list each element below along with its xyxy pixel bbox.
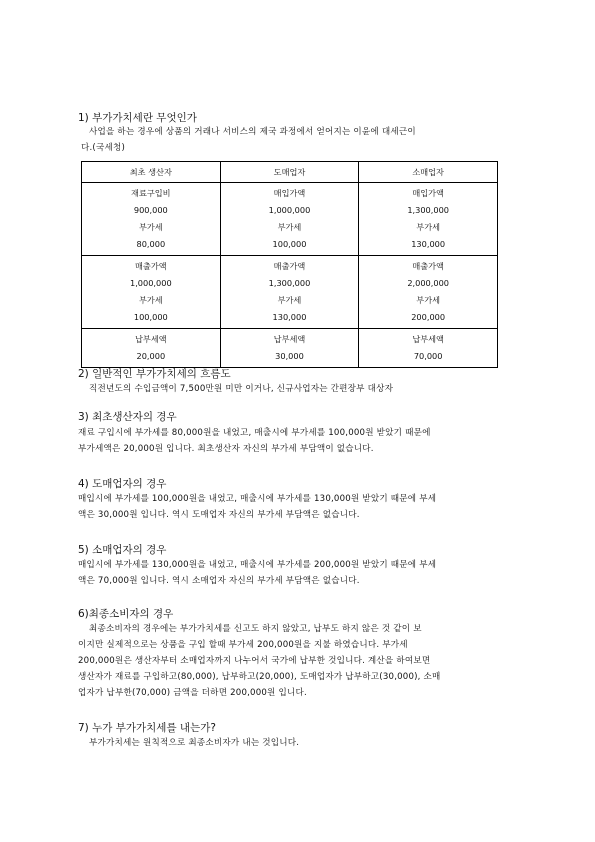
cell-label: 매출가액 — [412, 261, 444, 271]
cell-value: 200,000 — [411, 312, 446, 322]
table-cell — [82, 256, 221, 329]
section-6-heading: 6)최종소비자의 경우 — [78, 608, 174, 620]
cell-value: 70,000 — [413, 351, 443, 361]
table-cell — [82, 329, 221, 368]
cell-value: 1,300,000 — [268, 278, 311, 288]
cell-label: 부가세 — [416, 222, 441, 232]
section-1-line-2: 다.(국세청) — [81, 143, 126, 153]
table-header-cell: 최초 생산자 — [82, 162, 221, 183]
section-7-line-1: 부가가치세는 원칙적으로 최종소비자가 내는 것입니다. — [89, 738, 300, 748]
section-1-line-1: 사업을 하는 경우에 상품의 거래나 서비스의 제국 과정에서 얻어지는 이윤에 대세근이 — [89, 127, 416, 137]
section-4-line-2: 액은 30,000원 입니다. 역시 도매업자 자신의 부가세 부담액은 없습니다. — [78, 510, 360, 520]
vat-table — [81, 161, 498, 368]
cell-value: 80,000 — [136, 239, 166, 249]
section-4-line-1: 매입시에 부가세를 100,000원을 내었고, 매출시에 부가세를 130,000원 받았기 때문에 부세 — [78, 494, 437, 504]
cell-label: 매출가액 — [135, 261, 167, 271]
cell-label: 매출가액 — [273, 261, 306, 271]
table-row — [82, 329, 498, 368]
table-cell — [220, 256, 359, 329]
section-5-heading: 5) 소매업자의 경우 — [78, 544, 167, 556]
table-header-cell: 도매업자 — [220, 162, 359, 183]
cell-value: 900,000 — [133, 205, 168, 215]
section-6-line-2: 이지만 실제적으로는 상품을 구입 할때 부가세 200,000원을 지불 하였습니다. 부가세 — [78, 640, 408, 650]
cell-value: 20,000 — [136, 351, 166, 361]
cell-value: 1,000,000 — [129, 278, 172, 288]
cell-label: 부가세 — [138, 295, 163, 305]
table-header-cell: 소매업자 — [359, 162, 498, 183]
section-6-line-3: 200,000원은 생산자부터 소매업자까지 나누어서 국가에 납부한 것입니다. 계산을 하여보면 — [78, 656, 431, 666]
section-3-line-2: 부가세액은 20,000원 입니다. 최초생산자 자신의 부가세 부담액이 없습니다. — [78, 444, 374, 454]
cell-label: 납부세액 — [412, 334, 444, 344]
table-cell — [359, 256, 498, 329]
cell-value: 1,300,000 — [407, 205, 449, 215]
section-2-line-1: 직전년도의 수입금액이 7,500만원 미만 이거나, 신규사업자는 간편장부 대상자 — [89, 384, 394, 394]
cell-value: 130,000 — [411, 239, 446, 249]
table-row — [82, 183, 498, 256]
table-header-row — [82, 162, 498, 183]
cell-label: 부가세 — [138, 222, 163, 232]
table-cell — [82, 183, 221, 256]
cell-value: 130,000 — [272, 312, 307, 322]
cell-label: 매입가액 — [273, 188, 306, 198]
section-5-line-2: 액은 70,000원 입니다. 역시 소매업자 자신의 부가세 부담액은 없습니다. — [78, 576, 360, 586]
cell-value: 100,000 — [272, 239, 307, 249]
section-2-heading: 2) 일반적인 부가가치세의 흐름도 — [78, 368, 231, 380]
cell-label: 부가세 — [416, 295, 441, 305]
cell-label: 부가세 — [277, 295, 302, 305]
table-cell — [359, 183, 498, 256]
cell-label: 매입가액 — [412, 188, 444, 198]
table-cell — [359, 329, 498, 368]
section-6-line-1: 최종소비자의 경우에는 부가가치세를 신고도 하지 않았고, 납부도 하지 않은 것 같이 보 — [89, 624, 422, 634]
cell-label: 납부세액 — [273, 334, 306, 344]
section-3-heading: 3) 최초생산자의 경우 — [78, 411, 177, 423]
section-6-line-5: 업자가 납부한(70,000) 금액을 더하면 200,000원 입니다. — [78, 688, 307, 698]
cell-label: 부가세 — [277, 222, 302, 232]
section-5-line-1: 매입시에 부가세를 130,000원을 내었고, 매출시에 부가세를 200,000원 받았기 때문에 부세 — [78, 560, 437, 570]
section-7-heading: 7) 누가 부가가치세를 내는가? — [78, 722, 216, 734]
cell-label: 납부세액 — [135, 334, 167, 344]
section-6-line-4: 생산자가 재료를 구입하고(80,000), 납부하고(20,000), 도매업자가 납부하고(30,000), 소매 — [78, 672, 441, 682]
cell-label: 재료구입비 — [131, 188, 171, 198]
cell-value: 30,000 — [275, 351, 304, 361]
cell-value: 100,000 — [133, 312, 168, 322]
cell-value: 1,000,000 — [268, 205, 311, 215]
table-cell — [220, 183, 359, 256]
section-1-heading: 1) 부가가치세란 무엇인가 — [78, 112, 197, 124]
section-3-line-1: 재료 구입시에 부가세를 80,000원을 내었고, 매출시에 부가세를 100,000원 받았기 때문에 — [78, 428, 431, 438]
cell-value: 2,000,000 — [407, 278, 449, 288]
table-cell — [220, 329, 359, 368]
table-row — [82, 256, 498, 329]
section-4-heading: 4) 도매업자의 경우 — [78, 478, 167, 490]
